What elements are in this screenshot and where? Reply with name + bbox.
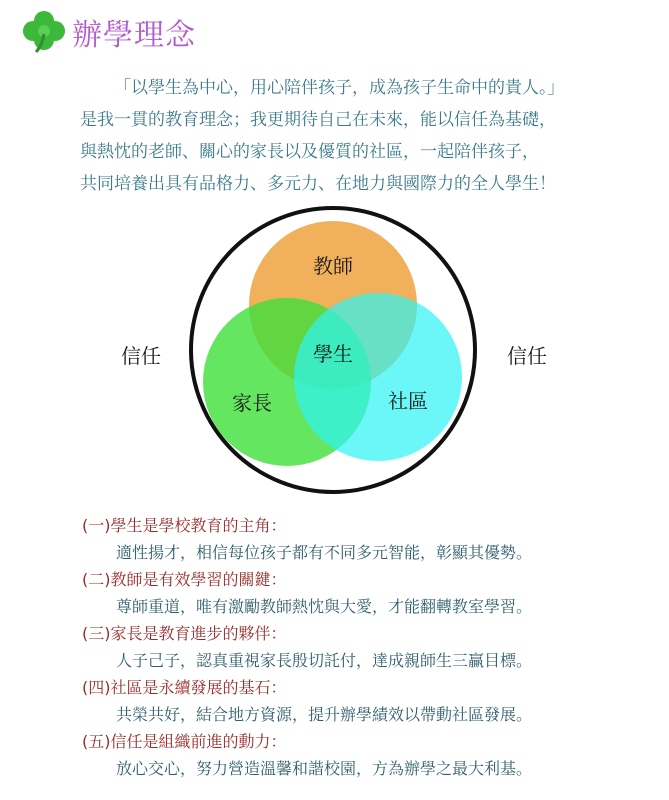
principle-heading: (二)教師是有效學習的關鍵： [82, 570, 287, 589]
community-circle [294, 293, 462, 461]
list-item [82, 674, 642, 728]
principle-heading: (一)學生是學校教育的主角： [82, 516, 287, 535]
principle-body: 放心交心，努力營造溫馨和諧校園，方為辦學之最大利基。 [116, 759, 533, 778]
page-title: 辦學理念 [72, 18, 196, 53]
community-label: 社區 [388, 389, 428, 413]
list-item [82, 728, 642, 782]
intro-line: 是我一貫的教育理念；我更期待自己在未來，能以信任為基礎， [80, 110, 556, 130]
intro-line: 共同培養出具有品格力、多元力、在地力與國際力的全人學生！ [80, 174, 556, 194]
intro-paragraph [80, 72, 640, 200]
principle-heading: (三)家長是教育進步的夥伴： [82, 624, 287, 643]
principles-list [82, 512, 642, 782]
teacher-label: 教師 [313, 254, 353, 278]
list-item [82, 620, 642, 674]
principle-heading: (五)信任是組織前進的動力： [82, 732, 287, 751]
student-label: 學生 [313, 342, 353, 366]
parent-label: 家長 [232, 391, 272, 415]
principle-body: 尊師重道，唯有激勵教師熱忱與大愛，才能翻轉教室學習。 [116, 597, 533, 616]
clover-icon [22, 10, 66, 54]
list-item [82, 512, 642, 566]
trust-left-label: 信任 [121, 344, 161, 368]
trust-right-label: 信任 [507, 344, 547, 368]
list-item [82, 566, 642, 620]
principle-heading: (四)社區是永續發展的基石： [82, 678, 287, 697]
principle-body: 共榮共好，結合地方資源，提升辦學績效以帶動社區發展。 [116, 705, 533, 724]
page-header [22, 10, 196, 54]
intro-line: 「以學生為中心，用心陪伴孩子，成為孩子生命中的貴人。」 [114, 78, 565, 98]
intro-line: 與熱忱的老師、關心的家長以及優質的社區，一起陪伴孩子， [80, 142, 539, 162]
venn-diagram [0, 205, 669, 495]
principle-body: 適性揚才，相信每位孩子都有不同多元智能，彰顯其優勢。 [116, 543, 533, 562]
principle-body: 人子己子，認真重視家長殷切託付，達成親師生三贏目標。 [116, 651, 533, 670]
